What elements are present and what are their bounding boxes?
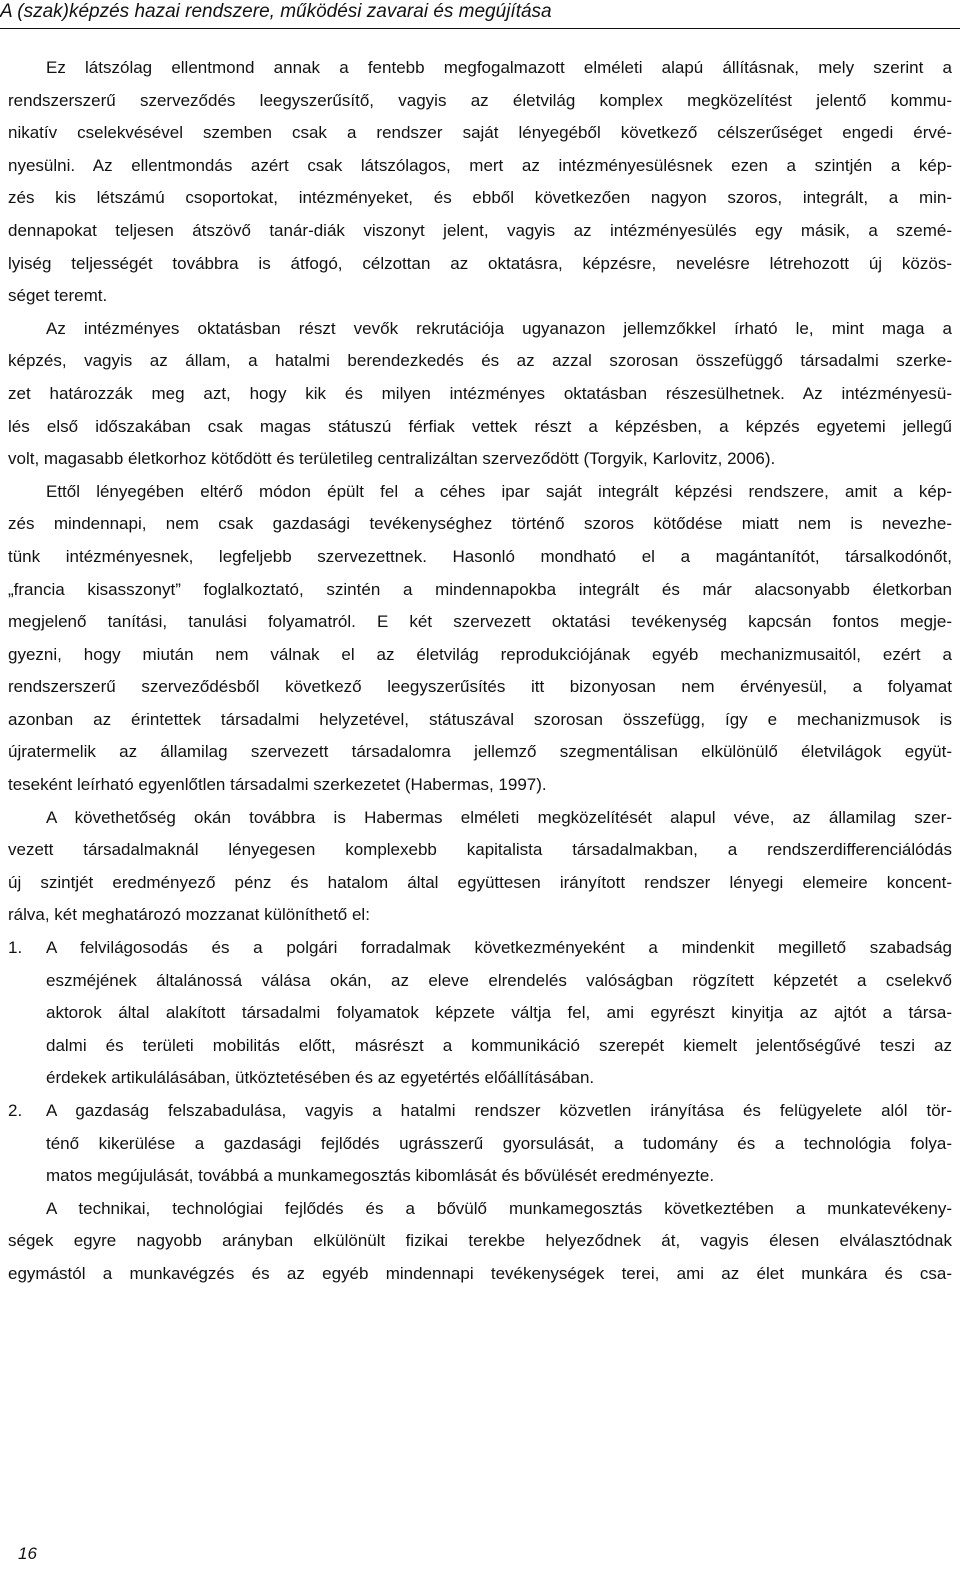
text-line: újratermelik az államilag szervezett társadalomra jellemző szegmentálisan elkülönülő életvilágok együt- [8, 742, 952, 762]
text-line: tünk intézményesnek, legfeljebb szervezettnek. Hasonló mondható el a magántanítót, társalkodónőt, [8, 546, 952, 566]
text-line: lyiség teljességét továbbra is átfogó, célzottan az oktatásra, képzésre, nevelésre létrehozott új közös- [8, 253, 952, 273]
text-line: azonban az érintettek társadalmi helyzetével, státuszával szorosan összefügg, így e mechanizmusok is [8, 709, 952, 729]
text-line: rálva, két meghatározó mozzanat különíthető el: [8, 905, 370, 925]
body-text [8, 52, 952, 1291]
text-line: új szintjét eredményező pénz és hatalom által együttesen irányított rendszer lényegi elemeire koncent- [8, 872, 952, 892]
list-item-number: 2. [8, 1101, 23, 1120]
text-line: zés mindennapi, nem csak gazdasági tevékenységhez történő szoros kötődése miatt nem is nevezhe- [8, 514, 952, 534]
list-item-line: matos megújulását, továbbá a munkamegosztás kibomlását és bővülését eredményezte. [46, 1166, 715, 1186]
list-item-line [8, 932, 952, 965]
paragraph-1 [8, 52, 952, 313]
list-item [8, 932, 952, 1095]
text-line: teseként leírható egyenlőtlen társadalmi szerkezetet (Habermas, 1997). [8, 775, 547, 795]
paragraph-4 [8, 802, 952, 932]
text-line: dennapokat teljesen átszövő tanár-diák viszonyt jelent, vagyis az intézményesülés egy másik, a szemé- [8, 220, 952, 240]
text-line: zet határozzák meg azt, hogy kik és milyen intézményes oktatásban részesülhetnek. Az intézményesü- [8, 383, 952, 403]
text-line: ségek egyre nagyobb arányban elkülönült fizikai terekbe helyeződnek át, vagyis élesen elválasztódnak [8, 1231, 952, 1251]
list-item-line: dalmi és területi mobilitás előtt, másrészt a kommunikáció szerepét kiemelt jelentőségűvé teszi az [46, 1035, 952, 1055]
list-item-text: A felvilágosodás és a polgári forradalmak következményeként a mindenkit megillető szabadság [46, 938, 952, 958]
text-line: A követhetőség okán továbbra is Habermas elméleti megközelítését alapul véve, az államilag szer- [46, 807, 952, 827]
text-line: „francia kisasszonyt” foglalkoztató, szintén a mindennapokba integrált és már alacsonyabb életkorban [8, 579, 952, 599]
running-header: A (szak)képzés hazai rendszere, működési zavarai és megújítása [0, 1, 552, 22]
header-rule [0, 28, 960, 29]
text-line: rendszerszerű szerveződés leegyszerűsítő, vagyis az életvilág komplex megközelítést jelentő kommu- [8, 90, 952, 110]
text-line: Ettől lényegében eltérő módon épült fel a céhes ipar saját integrált képzési rendszere, amit a kép- [46, 481, 952, 501]
list-item-line: érdekek artikulálásában, ütköztetésében és az egyetértés előállításában. [46, 1068, 595, 1088]
list-item-number: 1. [8, 938, 23, 958]
text-line: séget teremt. [8, 286, 108, 306]
text-line: Az intézményes oktatásban részt vevők rekrutációja ugyanazon jellemzőkkel írható le, mint maga a [46, 318, 952, 338]
list-item-line: ténő kikerülése a gazdasági fejlődés ugrásszerű gyorsulását, a tudomány és a technológia folya- [46, 1133, 952, 1153]
text-line: lés első időszakában csak magas státuszú férfiak vettek részt a képzésben, a képzés egyetemi jellegű [8, 416, 952, 436]
paragraph-2 [8, 313, 952, 476]
numbered-list [8, 932, 952, 1193]
text-line: A technikai, technológiai fejlődés és a bővülő munkamegosztás következtében a munkatevékeny- [46, 1198, 952, 1218]
list-item-line: eszméjének általánossá válása okán, az eleve elrendelés valóságban rögzített képzetét a cselekvő [46, 970, 952, 990]
text-line: volt, magasabb életkorhoz kötődött és területileg centralizáltan szerveződött (Torgyik, Karlovitz, 2006). [8, 449, 776, 469]
text-line: nikatív cselekvésével szemben csak a rendszer saját lényegéből következő célszerűséget engedi érvé- [8, 123, 952, 143]
text-line: nyesülni. Az ellentmondás azért csak látszólagos, mert az intézményesülésnek ezen a szintjén a kép- [8, 155, 952, 175]
page-number: 16 [18, 1544, 37, 1563]
list-item-line [8, 1095, 952, 1128]
paragraph-3 [8, 476, 952, 802]
text-line: egymástól a munkavégzés és az egyéb mindennapi tevékenységek terei, ami az élet munkára és csa- [8, 1263, 952, 1283]
list-item-text: A gazdaság felszabadulása, vagyis a hatalmi rendszer közvetlen irányítása és felügyelete alól tör- [46, 1101, 952, 1120]
text-line: megjelenő tanítási, tanulási folyamatról. E két szervezett oktatási tevékenység kapcsán fontos megje- [8, 612, 952, 632]
text-line: Ez látszólag ellentmond annak a fentebb megfogalmazott elméleti alapú állításnak, mely szerint a [46, 58, 952, 77]
list-item-line: aktorok által alakított társadalmi folyamatok képzete váltja fel, ami egyrészt kinyitja az ajtót a társa- [46, 1003, 952, 1023]
text-line: gyezni, hogy miután nem válnak el az életvilág reprodukciójának egyéb mechanizmusaitól, ezért a [8, 644, 952, 664]
text-line: képzés, vagyis az állam, a hatalmi berendezkedés és az azzal szorosan összefüggő társadalmi szerke- [8, 351, 952, 371]
text-line: rendszerszerű szerveződésből következő leegyszerűsítés itt bizonyosan nem érvényesül, a folyamat [8, 677, 952, 697]
paragraph-5 [8, 1193, 952, 1291]
list-item [8, 1095, 952, 1193]
text-line: zés kis létszámú csoportokat, intézményeket, és ebből következően nagyon szoros, integrált, a min- [8, 188, 952, 208]
text-line: vezett társadalmaknál lényegesen komplexebb kapitalista társadalmakban, a rendszerdifferenciálódás [8, 840, 952, 860]
